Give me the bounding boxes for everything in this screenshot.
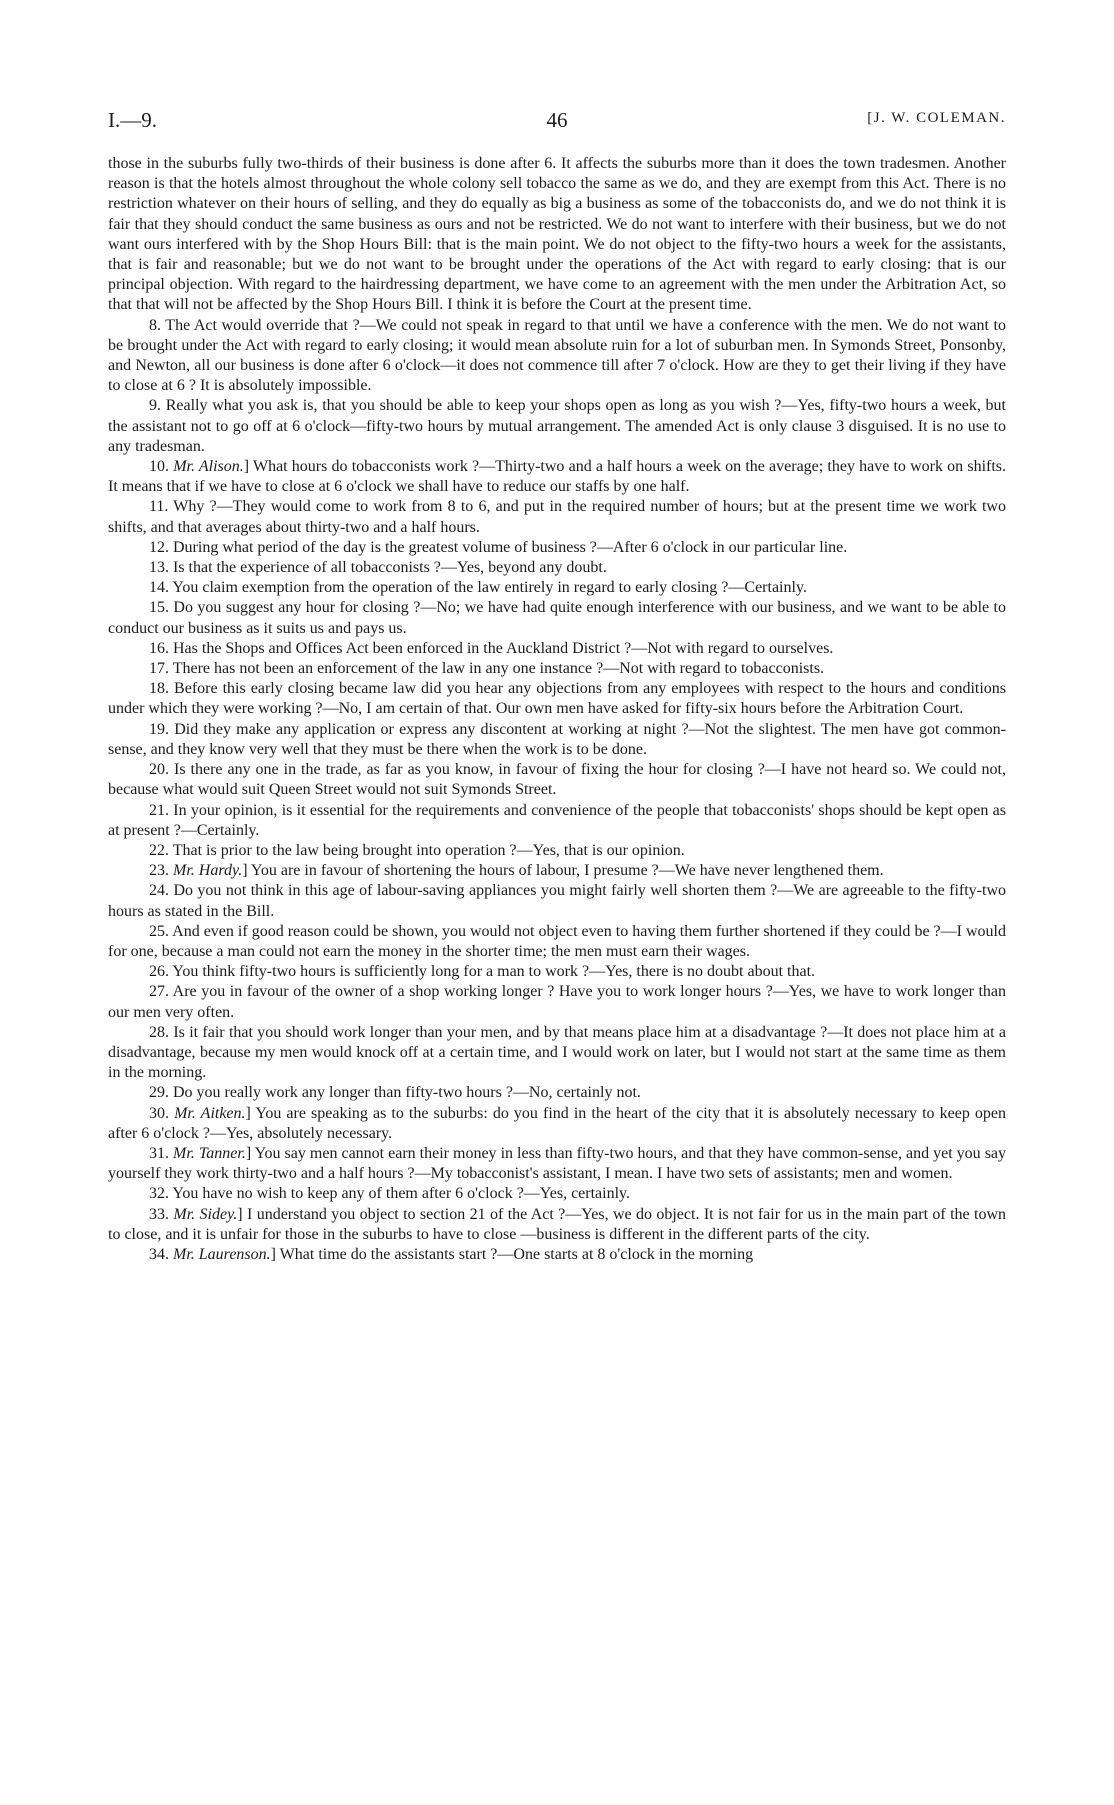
question-text: Really what you ask is, that you should be able to keep your shops open as long as you wish ?—Yes, fifty-two hours a week, but the assistant not to go off at 6 o'clock—fifty-two hours by mutual arrangement. The amended Act is only clause 3 disguised. It is no use to any tradesman. [108, 397, 1007, 455]
question-number: 34. [149, 1245, 169, 1263]
question-text: During what period of the day is the greatest volume of business ?—After 6 o'clock in our particular line. [173, 538, 848, 556]
question-paragraph [108, 922, 1006, 962]
question-paragraph [108, 679, 1006, 719]
question-paragraph [108, 1245, 1006, 1265]
speaker-name: Mr. Laurenson. [173, 1245, 271, 1263]
question-text: Is it fair that you should work longer than your men, and by that means place him at a disadvantage ?—It does not place him at a disadvantage, because my men would knock off at a certain time, and I would work on later, but I would not start at the same time as them in the morning. [108, 1023, 1006, 1082]
question-paragraph [108, 497, 1006, 537]
document-reference: I.—9. [108, 108, 157, 132]
question-number: 13. [149, 559, 169, 577]
question-paragraph [108, 1144, 1006, 1184]
question-text: Did they make any application or express any discontent at working at night ?—Not the slightest. The men have got common-sense, and they know very well that they must be there when the work is to be done. [108, 720, 1007, 758]
question-number: 14. [149, 579, 169, 597]
question-paragraph [108, 1023, 1006, 1084]
question-number: 28. [149, 1023, 169, 1041]
question-text: ] You say men cannot earn their money in less than fifty-two hours, and that they have common-sense, and yet you say yourself they work thirty-two and a half hours ?—My tobacconist's assistant, I mean. I have two sets of assistants; men and women. [108, 1144, 1007, 1183]
speaker-name: Mr. Hardy. [173, 862, 243, 880]
witness-name: [J. W. COLEMAN. [867, 110, 1006, 126]
question-text: ] What time do the assistants start ?—One starts at 8 o'clock in the morning [270, 1245, 754, 1263]
question-paragraph [108, 760, 1006, 800]
question-text: ] You are speaking as to the suburbs: do you find in the heart of the city that it is absolutely necessary to keep open after 6 o'clock ?—Yes, absolutely necessary. [108, 1104, 1007, 1142]
page-header [108, 108, 1006, 140]
question-paragraph [108, 1083, 1006, 1103]
question-text: Do you suggest any hour for closing ?—No; we have had quite enough interference with our business, and we want to be able to conduct our business as it suits us and pays us. [108, 599, 1006, 637]
question-text: You have no wish to keep any of them after 6 o'clock ?—Yes, certainly. [172, 1185, 631, 1203]
speaker-name: Mr. Alison. [173, 458, 244, 476]
question-text: ] You are in favour of shortening the hours of labour, I presume ?—We have never lengthened them. [242, 862, 884, 880]
question-text: And even if good reason could be shown, you would not object even to having them further shortened if they could be ?—I would for one, because a man could not earn the money in the shorter time; the men must earn their wages. [108, 922, 1007, 960]
question-paragraph [108, 316, 1006, 397]
question-number: 24. [149, 882, 169, 900]
document-page [108, 108, 1006, 1265]
question-paragraph [108, 982, 1006, 1022]
question-paragraph [108, 578, 1006, 598]
question-text: Has the Shops and Offices Act been enforced in the Auckland District ?—Not with regard to ourselves. [173, 639, 834, 657]
question-paragraph [108, 558, 1006, 578]
question-paragraph [108, 598, 1006, 638]
question-paragraph [108, 457, 1006, 497]
question-paragraph [108, 396, 1006, 457]
question-number: 32. [149, 1185, 169, 1203]
question-text: Do you really work any longer than fifty-two hours ?—No, certainly not. [173, 1084, 641, 1102]
question-paragraph [108, 538, 1006, 558]
question-text: Are you in favour of the owner of a shop working longer ? Have you to work longer hours ?—Yes, we have to work longer than our men very often. [108, 983, 1006, 1021]
question-number: 30. [149, 1104, 169, 1122]
question-paragraph [108, 962, 1006, 982]
question-number: 33. [149, 1205, 169, 1223]
question-number: 25. [149, 922, 169, 940]
question-paragraph [108, 881, 1006, 921]
question-paragraph [108, 861, 1006, 881]
question-number: 9. [149, 397, 161, 415]
question-text: Do you not think in this age of labour-saving appliances you might fairly well shorten them ?—We are agreeable to the fifty-two hours as stated in the Bill. [108, 882, 1006, 920]
question-paragraph [108, 639, 1006, 659]
question-number: 23. [149, 862, 169, 880]
question-text: Why ?—They would come to work from 8 to 6, and put in the required number of hours; but at the present time we work two shifts, and that averages about thirty-two and a half hours. [108, 498, 1006, 536]
question-text: ] I understand you object to section 21 of the Act ?—Yes, we do object. It is not fair for us in the main part of the town to close, and it is unfair for those in the suburbs to have to close —business is different in the different parts of the city. [108, 1205, 1007, 1243]
question-number: 19. [149, 720, 169, 738]
question-number: 15. [149, 599, 169, 617]
question-text: Is that the experience of all tobacconists ?—Yes, beyond any doubt. [173, 559, 607, 577]
question-number: 26. [149, 963, 169, 981]
question-number: 29. [149, 1084, 169, 1102]
opening-paragraph: those in the suburbs fully two-thirds of their business is done after 6. It affects the suburbs more than it does the town tradesmen. Another reason is that the hotels almost throughout the whole colony sell tobacco the same as we do, and they are exempt from this Act. There is no restriction whatever on their hours of selling, and they do equally as big a business as some of the tobacconists do, and we do not think it is fair that they should conduct the same business as ours and not be restricted. We do not want to interfere with their business, but we do not want ours interfered with by the Shop Hours Bill: that is the main point. We do not object to the fifty-two hours a week for the assistants, that is fair and reasonable; but we do not want to be brought under the operations of the Act with regard to early closing: that is our principal objection. With regard to the hairdressing department, we have come to an agreement with the men under the Arbitration Act, so that that will not be affected by the Shop Hours Bill. I think it is before the Court at the present time. [108, 155, 1006, 314]
question-number: 21. [149, 801, 169, 819]
question-number: 16. [149, 639, 169, 657]
question-number: 27. [149, 983, 169, 1001]
question-text: You claim exemption from the operation of the law entirely in regard to early closing ?—Certainly. [172, 579, 807, 597]
question-number: 22. [149, 841, 169, 859]
question-number: 31. [149, 1144, 169, 1162]
speaker-name: Mr. Aitken. [174, 1104, 246, 1122]
question-text: In your opinion, is it essential for the requirements and convenience of the people that tobacconists' shops should be kept open as at present ?—Certainly. [108, 801, 1007, 839]
question-text: There has not been an enforcement of the law in any one instance ?—Not with regard to tobacconists. [172, 660, 825, 678]
page-number: 46 [546, 108, 568, 132]
question-number: 8. [149, 316, 161, 334]
question-number: 18. [149, 680, 169, 698]
question-text: Is there any one in the trade, as far as you know, in favour of fixing the hour for closing ?—I have not heard so. We could not, because what would suit Queen Street would not suit Symonds Street. [108, 761, 1007, 799]
question-paragraph [108, 841, 1006, 861]
question-paragraph [108, 1184, 1006, 1204]
document-body [108, 154, 1006, 1265]
question-paragraph [108, 801, 1006, 841]
question-number: 12. [149, 538, 169, 556]
question-number: 17. [149, 660, 169, 678]
question-paragraph [108, 1104, 1006, 1144]
speaker-name: Mr. Tanner. [173, 1144, 246, 1162]
speaker-name: Mr. Sidey. [173, 1205, 238, 1223]
question-text: Before this early closing became law did you hear any objections from any employees with respect to the hours and conditions under which they were working ?—No, I am certain of that. Our own men have asked for fifty-six hours before the Arbitration Court. [108, 680, 1007, 718]
question-number: 11. [149, 498, 169, 516]
question-number: 20. [149, 761, 169, 779]
question-text: ] What hours do tobacconists work ?—Thirty-two and a half hours a week on the average; they have to work on shifts. It means that if we have to close at 6 o'clock we shall have to reduce our staffs by one half. [108, 458, 1007, 496]
question-text: That is prior to the law being brought into operation ?—Yes, that is our opinion. [172, 841, 685, 859]
question-number: 10. [149, 458, 169, 476]
question-paragraph [108, 659, 1006, 679]
question-paragraph [108, 1205, 1006, 1245]
question-text: The Act would override that ?—We could not speak in regard to that until we have a conference with the men. We do not want to be brought under the Act with regard to early closing; it would mean absolute ruin for a lot of suburban men. In Symonds Street, Ponsonby, and Newton, all our business is done after 6 o'clock—it does not commence till after 7 o'clock. How are they to get their living if they have to close at 6 ? It is absolutely impossible. [108, 316, 1006, 395]
question-paragraph [108, 720, 1006, 760]
question-text: You think fifty-two hours is sufficiently long for a man to work ?—Yes, there is no doubt about that. [172, 963, 816, 981]
